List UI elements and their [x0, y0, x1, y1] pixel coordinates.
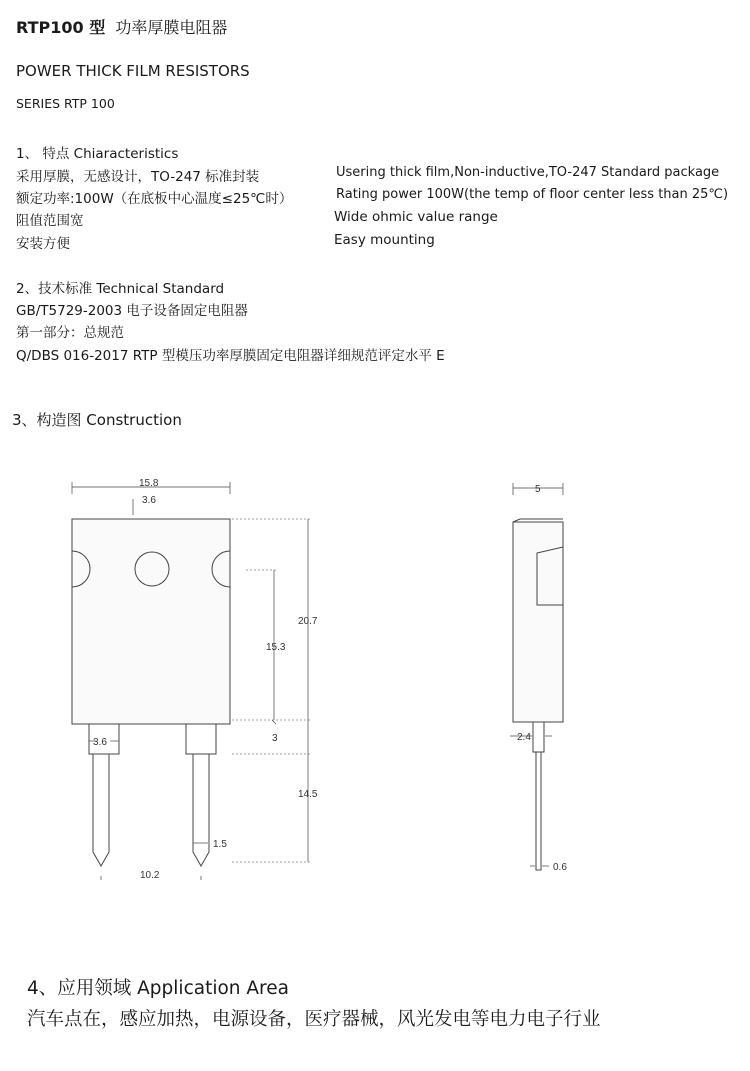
dim-height-label: 20.7: [298, 616, 318, 627]
application-text: 汽车点在，感应加热，电源设备，医疗器械，风光发电等电力电子行业: [27, 1009, 601, 1030]
characteristics-heading: 1、 特点 Chiaracteristics: [16, 146, 179, 162]
dim-hole-height-label: 15.3: [266, 642, 286, 653]
characteristic-en: Wide ohmic value range: [334, 209, 498, 225]
lead-neck-right: [186, 724, 216, 754]
dim-width-label: 15.8: [139, 478, 159, 489]
dim-lead-length-label: 14.5: [298, 789, 318, 800]
dim-hole-offset-label: 3.6: [142, 495, 156, 506]
application-heading: 4、应用领域 Application Area: [27, 978, 289, 999]
title-cn: 功率厚膜电阻器: [115, 18, 228, 37]
standard-line: 第一部分：总规范: [16, 325, 124, 341]
subtitle-en: POWER THICK FILM RESISTORS: [16, 62, 250, 80]
characteristic-en: Easy mounting: [334, 232, 435, 248]
standard-line: Q/DBS 016-2017 RTP 型模压功率厚膜固定电阻器详细规范评定水平 E: [16, 348, 445, 364]
lead-right: [193, 754, 209, 866]
characteristic-cn: 阻值范围宽: [16, 213, 84, 229]
dim-lead-offset-label: 3.6: [93, 737, 107, 748]
characteristic-cn: 采用厚膜，无感设计，TO-247 标准封装: [16, 169, 260, 185]
title-model: RTP100 型: [16, 18, 106, 37]
dim-lead-tip-label: 0.6: [553, 862, 567, 873]
standard-line: GB/T5729-2003 电子设备固定电阻器: [16, 303, 248, 319]
lead-side: [533, 722, 544, 752]
dim-lead-thick-label: 2.4: [517, 732, 531, 743]
lead-left: [93, 754, 109, 866]
resistor-body-front: [72, 519, 230, 724]
dim-thickness-label: 5: [535, 484, 541, 495]
resistor-body-side: [513, 522, 563, 722]
series-label: SERIES RTP 100: [16, 96, 115, 111]
characteristic-en: Usering thick film,Non-inductive,TO-247 Standard package: [336, 165, 720, 180]
dim-neck-label: 3: [272, 733, 278, 744]
dim-lead-pitch-label: 10.2: [140, 870, 160, 881]
characteristic-cn: 额定功率:100W（在底板中心温度≤25℃时）: [16, 191, 293, 207]
construction-heading: 3、构造图 Construction: [12, 411, 182, 429]
standard-heading: 2、技术标准 Technical Standard: [16, 281, 225, 297]
characteristic-en: Rating power 100W(the temp of floor center less than 25℃): [336, 187, 729, 202]
characteristic-cn: 安装方便: [16, 236, 70, 252]
dim-lead-width-label: 1.5: [213, 839, 227, 850]
